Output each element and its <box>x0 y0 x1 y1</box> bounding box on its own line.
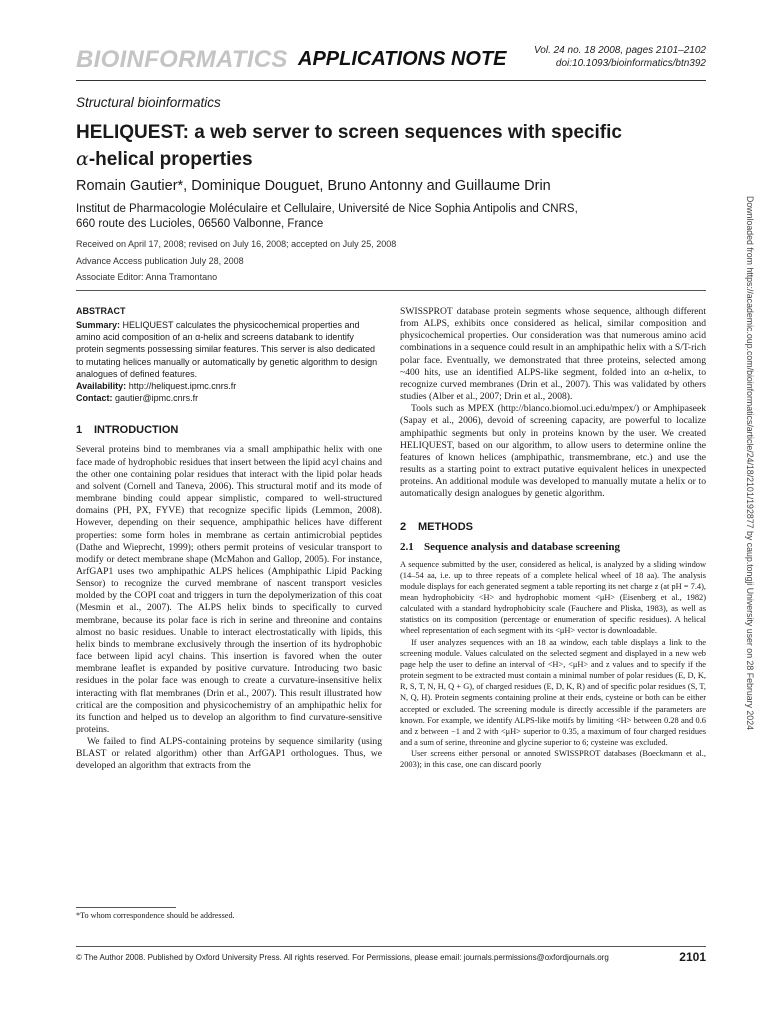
volume-pages: Vol. 24 no. 18 2008, pages 2101–2102 <box>533 45 706 56</box>
journal-name: BIOINFORMATICS <box>76 46 288 73</box>
contact-label: Contact: <box>76 393 113 404</box>
intro-title: INTRODUCTION <box>94 424 179 437</box>
methods-paragraph-2: If user analyzes sequences with an 18 aa window, each table displays a link to the screening module. Values calculated on the selected segment and displayed in a new web page help the user to define an interval of <H>, <μH> and z values and to specify if the protein segment to be extracted must contain a minimal number of polar residues (E, D, K, R, S, T, N, H, Q + G), of charged residues (E, D, K, R) and of specific polar residues (S, T, N, Q, H). Protein segments containing proline at their ends, cysteine or both can be either accepted or excluded. The screening module is directly accessible if the parameters are known. For example, we identify ALPS-like motifs by limiting <H> between 0.28 and 0.6 and z between −1 and 2 with <μH> superior to 0.35, a maximum of four charged residues and a sum of serine, threonine and glycine superior to 6; cysteine was excluded. <box>400 637 706 747</box>
intro-paragraph-4: Tools such as MPEX (http://blanco.biomol.uci.edu/mpex/) or Amphipaseek (Sapay et al., 2006), devoid of screening capacity, are powerful to localize amphipathic segments but only in proteins known by the user. We created HELIQUEST, based on our algorithm, to allow users to determine online the features of known helices (amphipathic, transmembrane, etc.) and use the results as a starting point to extract putative equivalent helices in unexpected proteins. An additional module was developed to manually mutate a helix or to automatically design analogues by genetic algorithm. <box>400 403 706 500</box>
summary-label: Summary: <box>76 320 121 330</box>
intro-heading <box>76 424 382 436</box>
abstract-rule <box>76 290 706 291</box>
subsection-title: Sequence analysis and database screening <box>424 540 620 553</box>
intro-number: 1 <box>76 424 83 437</box>
download-note-text: Downloaded from https://academic.oup.com/bioinformatics/article/24/18/2101/192877 by caup.tongji University user on 28 February 2024 <box>745 196 755 730</box>
summary-text: HELIQUEST calculates the physicochemical properties and amino acid composition of an α-helix and screens databank to identify protein segments possessing similar features. This server is also dedicated to mutating helices manually or automatically by genetic algorithm to design analogues of defined features. <box>76 320 378 379</box>
journal-header <box>76 42 706 78</box>
page-number: 2101 <box>679 950 706 964</box>
right-column <box>400 306 706 770</box>
contact-email[interactable]: gautier@ipmc.cnrs.fr <box>115 393 199 404</box>
availability-label: Availability: <box>76 381 127 392</box>
advance-access: Advance Access publication July 28, 2008 <box>76 256 244 266</box>
article-type: APPLICATIONS NOTE <box>298 48 507 70</box>
intro-paragraph-1: Several proteins bind to membranes via a small amphipathic helix with one face made of hydrophobic residues that insert between the lipid acyl chains and the other one containing polar residues that interact with the lipid polar heads and solvent (Cornell and Taneva, 2006). This structural motif and its mode of membrane binding could appear simplistic, compared to well-structured domains (PH, PX, FYVE) that recognize specific lipids (Lemmon, 2008). However, depending on their sequence, amphipathic helices have different properties: some form holes in membrane as certain antimicrobial peptides (Dathe and Wieprecht, 1999); others permit proteins of vesicular transport to modify or detect membrane shape (McMahon and Gallop, 2005). For instance, ArfGAP1 uses two amphipathic ALPS helices (Amphipathic Lipid Packing Sensor) to recognize the curved membrane of nascent transport vesicles molded by the COPI coat and triggers in turn the depolymerization of this coat (Mesmin et al., 2007). The ALPS helix binds to specifically to curved membrane, because its polar face is rich in serine and threonine and contains almost no basic residues. Unable to interact electrostatically with lipids, this helix binds to membrane exclusively through the insertion of its hydrophobic face between lipid acyl chains. This insertion is favored when the outer membrane leaflet is expanded by positive curvature. Introducing two basic residues in the polar face was enough to create a curvature-insensitive helix interacting with flat membranes (Drin et al., 2007). This result illustrated how critical are the composition and physicochemistry of an amphipathic helix for its function and helped us to develop an algorithm to find curvature-sensitive proteins. <box>76 444 382 736</box>
footnote: *To whom correspondence should be addressed. <box>76 911 235 920</box>
footnote-rule <box>76 907 176 908</box>
methods-paragraph-1: A sequence submitted by the user, considered as helical, is analyzed by a sliding window (14–54 aa, i.e. up to three repeats of a complete helical wheel of 18 aa). The analysis module displays for each generated segment a table reporting its net charge z (at pH = 7.4), mean hydrophobicity <H> and hydrophobic moment <μH> (Eisenberg et al., 1982) calculated with a standard hydrophobicity scale (Fauchere and Pliska, 1983), as well as statistics on its composition (percentage or enumeration of specific residues). A helical wheel representation of each segment with its <μH> vector is downloadable. <box>400 559 706 636</box>
associate-editor: Associate Editor: Anna Tramontano <box>76 272 218 282</box>
methods-title: METHODS <box>418 520 473 533</box>
affiliation <box>76 202 676 232</box>
intro-paragraph-3: SWISSPROT database protein segments whose sequence, although different from ALPS, exhibits once considered as helical, similar composition and physicochemical properties. Our consideration was that numerous amino acid combinations in a sequence could result in an amphipathic helix with a S/T-rich polar face. Eventually, we demonstrated that three proteins, selected among ~400 hits, use an identified ALPS-like segment, folded into an α-helix, to recognize curved membranes (Drin et al., 2007). This was validated by others studies (Alber et al., 2007; Drin et al., 2008). <box>400 306 706 403</box>
methods-paragraph-3: User screens either personal or annoted SWISSPROT databases (Boeckmann et al., 2003); in this case, one can discard poorly <box>400 749 706 770</box>
copyright-footer: © The Author 2008. Published by Oxford University Press. All rights reserved. For Permissions, please email: journals.permissions@oxfordjournals.org <box>76 953 609 962</box>
volume-info <box>534 44 706 70</box>
header-rule <box>76 80 706 81</box>
methods-number: 2 <box>400 520 407 533</box>
alpha-symbol: α <box>76 148 89 170</box>
footer-rule <box>76 946 706 947</box>
affiliation-line-2: 660 route des Lucioles, 06560 Valbonne, France <box>76 218 324 230</box>
subsection-number: 2.1 <box>400 540 414 553</box>
affiliation-line-1: Institut de Pharmacologie Moléculaire et Cellulaire, Université de Nice Sophia Antipolis and CNRS, <box>76 203 578 215</box>
title-line-2 <box>76 146 706 173</box>
abstract-availability <box>76 380 382 392</box>
methods-heading <box>400 521 706 533</box>
abstract-contact <box>76 392 382 404</box>
received-dates: Received on April 17, 2008; revised on July 16, 2008; accepted on July 25, 2008 <box>76 239 397 249</box>
abstract-summary <box>76 319 382 380</box>
left-column <box>76 306 382 773</box>
subsection-heading <box>400 541 706 553</box>
abstract-heading: ABSTRACT <box>76 306 126 316</box>
section-label: Structural bioinformatics <box>76 95 221 110</box>
authors: Romain Gautier*, Dominique Douguet, Bruno Antonny and Guillaume Drin <box>76 178 551 194</box>
article-title <box>76 119 706 173</box>
doi[interactable]: doi:10.1093/bioinformatics/btn392 <box>555 58 706 69</box>
download-side-note <box>742 196 758 996</box>
availability-link[interactable]: http://heliquest.ipmc.cnrs.fr <box>128 381 237 392</box>
title-line-1: HELIQUEST: a web server to screen sequences with specific <box>76 122 622 143</box>
title-line-2-text: -helical properties <box>88 149 253 170</box>
intro-paragraph-2: We failed to find ALPS-containing proteins by sequence similarity (using BLAST or related algorithm) other than ArfGAP1 orthologues. Thus, we developed an algorithm that extracts from the <box>76 736 382 772</box>
